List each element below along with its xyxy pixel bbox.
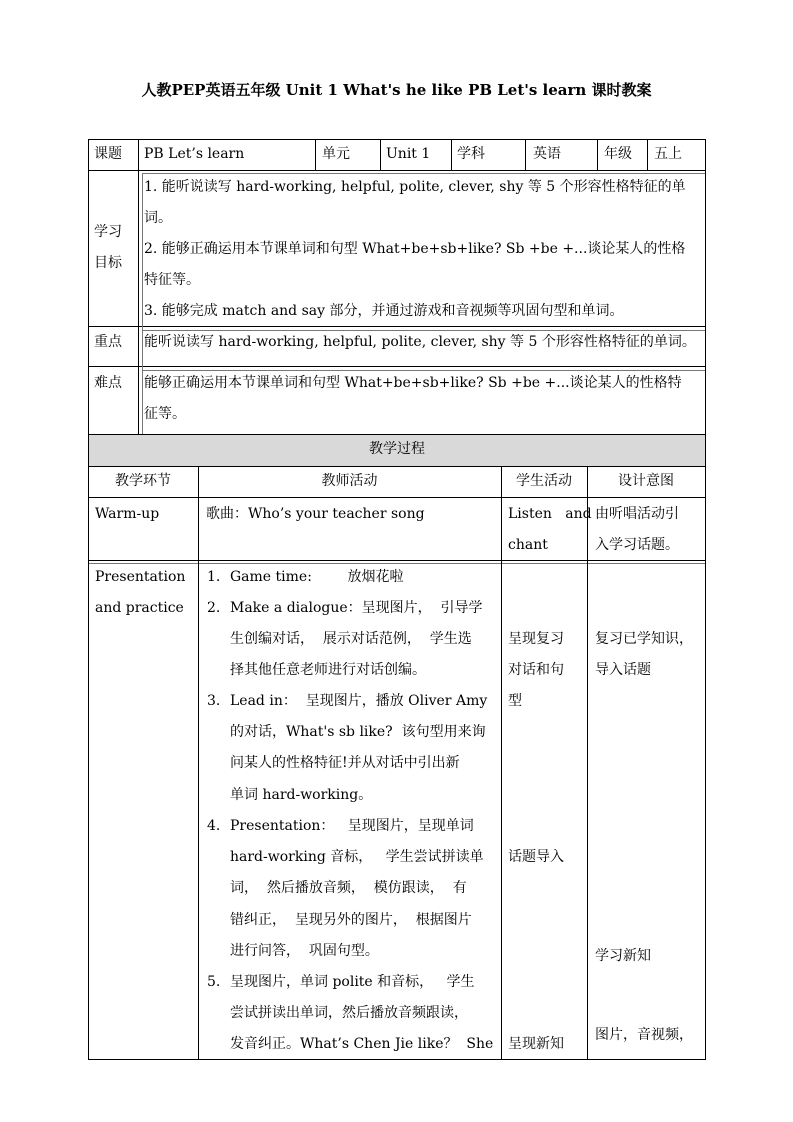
- table-border: [88, 170, 706, 171]
- teacher-item-number: 4.: [207, 818, 221, 834]
- teacher-item-line: 进行问答， 巩固句型。: [230, 942, 379, 959]
- teacher-item-line: 尝试拼读出单词，然后播放音频跟读，: [230, 1005, 468, 1022]
- topic-label: 课题: [94, 146, 122, 162]
- student-activity-line: 呈现复习: [508, 631, 564, 647]
- table-border: [597, 139, 598, 170]
- teacher-item-line: 问某人的性格特征!并从对话中引出新: [230, 755, 460, 772]
- warmup-teacher: 歌曲：Who’s your teacher song: [206, 506, 425, 522]
- difficulties-line: 能够正确运用本节课单词和句型 What+be+sb+like? Sb +be +...谈论某人的性格特: [144, 375, 682, 391]
- table-border: [198, 466, 199, 1060]
- teacher-item-line: Lead in： 呈现图片，播放 Oliver Amy: [230, 693, 488, 709]
- table-border: [451, 139, 452, 170]
- warmup-stage: Warm-up: [95, 506, 160, 522]
- intent-line: 学习新知: [595, 948, 651, 964]
- teacher-item-line: 生创编对话， 展示对话范例， 学生选: [230, 631, 472, 648]
- teacher-item-line: 错纠正， 呈现另外的图片， 根据图片: [230, 911, 472, 928]
- teacher-item-line: 呈现图片，单词 polite 和音标， 学生: [230, 974, 475, 990]
- grade-value: 五上: [654, 146, 682, 162]
- table-border: [647, 139, 648, 170]
- column-header-teacher: 教师活动: [321, 473, 378, 489]
- table-border: [88, 366, 706, 367]
- table-border: [525, 139, 526, 170]
- student-activity-line: 呈现新知: [508, 1036, 564, 1052]
- intent-line: 导入话题: [595, 662, 651, 678]
- subject-label: 学科: [457, 146, 485, 162]
- grade-label: 年级: [604, 146, 632, 162]
- column-header-stage: 教学环节: [115, 473, 171, 489]
- goal-line: 词。: [144, 210, 172, 226]
- goal-line: 特征等。: [144, 272, 200, 288]
- student-activity-line: 型: [508, 693, 522, 709]
- teacher-item-line: Presentation： 呈现图片，呈现单词: [230, 818, 474, 834]
- document-title: 人教PEP英语五年级 Unit 1 What's he like PB Let's learn 课时教案: [141, 81, 652, 99]
- table-border: [138, 139, 139, 434]
- teacher-item-number: 5.: [207, 974, 221, 990]
- presentation-stage-line: and practice: [95, 600, 184, 616]
- student-activity-line: 话题导入: [508, 849, 564, 865]
- teacher-item-line: Make a dialogue：呈现图片， 引导学: [230, 600, 483, 616]
- table-border: [705, 139, 706, 1060]
- warmup-intent-line: 入学习话题。: [595, 537, 679, 553]
- teacher-item-number: 1.: [207, 569, 221, 585]
- warmup-intent-line: 由听唱活动引: [595, 506, 679, 522]
- goal-line: 1. 能听说读写 hard-working, helpful, polite, clever, shy 等 5 个形容性格特征的单: [144, 179, 686, 195]
- warmup-student-line: Listen and: [508, 506, 592, 522]
- teacher-item-line: hard-working 音标， 学生尝试拼读单: [230, 849, 484, 866]
- teacher-item-line: 的对话，What's sb like? 该句型用来询: [230, 724, 486, 741]
- subject-value: 英语: [533, 146, 561, 162]
- goals-label-line1: 学习: [94, 224, 122, 240]
- unit-value: Unit 1: [386, 146, 431, 162]
- teacher-item-line: 词， 然后播放音频， 模仿跟读， 有: [230, 880, 467, 897]
- intent-line: 复习已学知识，: [595, 631, 693, 647]
- key-points-text: 能听说读写 hard-working, helpful, polite, clever, shy 等 5 个形容性格特征的单词。: [144, 334, 696, 350]
- column-header-intent: 设计意图: [618, 473, 674, 489]
- table-border: [142, 173, 143, 434]
- difficulties-label: 难点: [94, 375, 122, 391]
- intent-line: 图片，音视频，: [595, 1027, 693, 1043]
- process-header: 教学过程: [369, 441, 425, 457]
- column-header-student: 学生活动: [516, 473, 572, 489]
- table-border: [88, 497, 706, 498]
- table-border: [380, 139, 381, 170]
- warmup-student-line: chant: [508, 537, 548, 553]
- difficulties-line: 征等。: [144, 406, 186, 422]
- table-border: [501, 466, 502, 1060]
- teacher-item-number: 2.: [207, 600, 221, 616]
- presentation-stage-line: Presentation: [95, 569, 186, 585]
- teacher-item-line: 单词 hard-working。: [230, 786, 373, 803]
- teacher-item-line: Game time: 放烟花啦: [230, 569, 404, 585]
- key-points-label: 重点: [94, 334, 122, 350]
- student-activity-line: 对话和句: [508, 662, 564, 678]
- goals-label-line2: 目标: [94, 255, 122, 271]
- table-border: [315, 139, 316, 170]
- goal-line: 3. 能够完成 match and say 部分，并通过游戏和音视频等巩固句型和单词。: [144, 303, 624, 319]
- table-border: [587, 466, 588, 1060]
- teacher-item-line: 择其他任意老师进行对话创编。: [230, 662, 426, 679]
- unit-label: 单元: [322, 146, 350, 162]
- table-border: [88, 139, 89, 1060]
- teacher-item-line: 发音纠正。What’s Chen Jie like？ She: [230, 1036, 494, 1053]
- topic-value: PB Let’s learn: [144, 146, 245, 162]
- teacher-item-number: 3.: [207, 693, 221, 709]
- goal-line: 2. 能够正确运用本节课单词和句型 What+be+sb+like? Sb +be +...谈论某人的性格: [144, 241, 686, 257]
